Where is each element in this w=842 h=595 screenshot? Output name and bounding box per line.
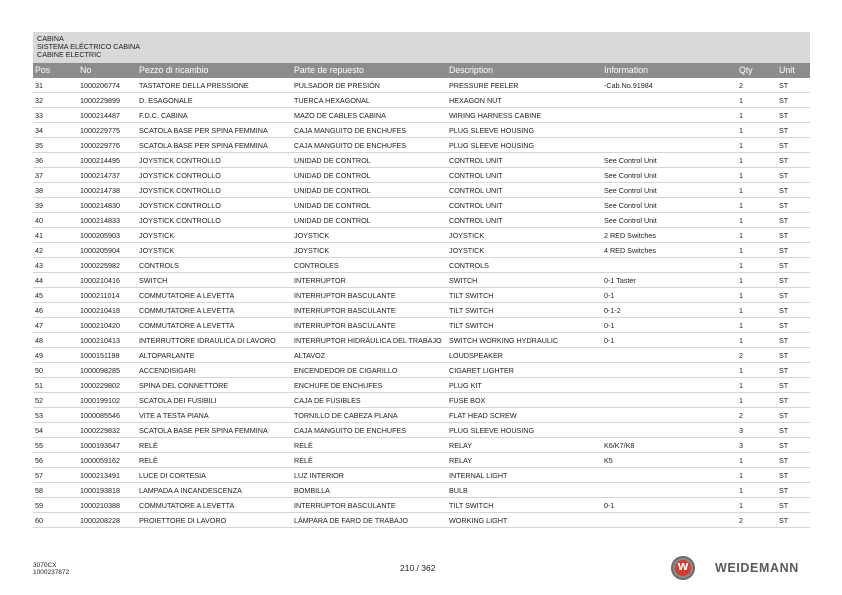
row-qty: 1 (739, 261, 743, 270)
table-row (33, 483, 810, 498)
row-unit: ST (779, 186, 789, 195)
row-pos: 32 (35, 96, 43, 105)
row-qty: 1 (739, 246, 743, 255)
row-name-es: CAJA MANGUITO DE ENCHUFES (294, 426, 407, 435)
table-row (33, 468, 810, 483)
row-name-es: JOYSTICK (294, 231, 330, 240)
row-name-it: JOYSTICK CONTROLLO (139, 171, 221, 180)
row-qty: 1 (739, 231, 743, 240)
row-name-es: UNIDAD DE CONTROL (294, 216, 371, 225)
row-qty: 1 (739, 486, 743, 495)
row-description: PRESSURE FEELER (449, 81, 519, 90)
table-row (33, 453, 810, 468)
section-header (33, 32, 810, 63)
row-description: CONTROL UNIT (449, 201, 503, 210)
row-description: PLUG SLEEVE HOUSING (449, 426, 535, 435)
row-name-it: TASTATORE DELLA PRESSIONE (139, 81, 249, 90)
row-pos: 41 (35, 231, 43, 240)
row-pos: 43 (35, 261, 43, 270)
row-name-it: JOYSTICK CONTROLLO (139, 201, 221, 210)
row-name-es: INTERRUPTOR HIDRÁULICA DEL TRABAJO (294, 336, 442, 345)
row-name-it: PROIETTORE DI LAVORO (139, 516, 227, 525)
row-name-it: ALTOPARLANTE (139, 351, 195, 360)
row-qty: 1 (739, 186, 743, 195)
row-qty: 1 (739, 141, 743, 150)
row-description: BULB (449, 486, 468, 495)
col-pos: Pos (35, 65, 51, 75)
table-row (33, 348, 810, 363)
row-name-it: JOYSTICK (139, 231, 175, 240)
row-unit: ST (779, 351, 789, 360)
table-row (33, 423, 810, 438)
row-pos: 48 (35, 336, 43, 345)
row-name-es: RELÉ (294, 441, 313, 450)
row-name-it: SWITCH (139, 276, 168, 285)
row-pos: 35 (35, 141, 43, 150)
row-unit: ST (779, 156, 789, 165)
table-row (33, 393, 810, 408)
row-unit: ST (779, 111, 789, 120)
row-description: HEXAGON NUT (449, 96, 502, 105)
row-pos: 44 (35, 276, 43, 285)
table-row (33, 408, 810, 423)
row-qty: 1 (739, 156, 743, 165)
row-information: 0-1 (604, 336, 615, 345)
model-number: 3070CX (33, 562, 57, 569)
row-unit: ST (779, 216, 789, 225)
row-part-number: 1000199102 (80, 396, 120, 405)
row-description: RELAY (449, 441, 473, 450)
row-description: CONTROLS (449, 261, 489, 270)
row-pos: 39 (35, 201, 43, 210)
row-unit: ST (779, 276, 789, 285)
row-description: CONTROL UNIT (449, 171, 503, 180)
row-description: WIRING HARNESS CABINE (449, 111, 542, 120)
row-part-number: 1000214487 (80, 111, 120, 120)
row-name-it: COMMUTATORE A LEVETTA (139, 321, 235, 330)
table-row (33, 78, 810, 93)
row-description: TILT SWITCH (449, 501, 494, 510)
row-unit: ST (779, 366, 789, 375)
row-pos: 56 (35, 456, 43, 465)
row-description: TILT SWITCH (449, 321, 494, 330)
row-name-it: LUCE DI CORTESIA (139, 471, 206, 480)
table-row (33, 198, 810, 213)
table-row (33, 168, 810, 183)
row-qty: 1 (739, 381, 743, 390)
col-qty: Qty (739, 65, 753, 75)
row-name-es: INTERRUPTOR BASCULANTE (294, 306, 396, 315)
row-pos: 60 (35, 516, 43, 525)
row-part-number: 1000214737 (80, 171, 120, 180)
row-name-es: INTERRUPTOR BASCULANTE (294, 321, 396, 330)
row-part-number: 1000229899 (80, 96, 120, 105)
row-unit: ST (779, 336, 789, 345)
row-qty: 1 (739, 321, 743, 330)
row-qty: 3 (739, 426, 743, 435)
row-name-es: UNIDAD DE CONTROL (294, 201, 371, 210)
row-part-number: 1000210420 (80, 321, 120, 330)
row-qty: 1 (739, 366, 743, 375)
row-name-es: INTERRUPTOR BASCULANTE (294, 291, 396, 300)
row-pos: 57 (35, 471, 43, 480)
table-row (33, 378, 810, 393)
row-name-it: LAMPADA A INCANDESCENZA (139, 486, 242, 495)
row-name-es: TUERCA HEXAGONAL (294, 96, 370, 105)
row-part-number: 1000214495 (80, 156, 120, 165)
row-name-es: LÁMPARA DE FARO DE TRABAJO (294, 516, 408, 525)
row-description: LOUDSPEAKER (449, 351, 503, 360)
row-part-number: 1000229832 (80, 426, 120, 435)
row-name-it: CONTROLS (139, 261, 179, 270)
row-qty: 1 (739, 111, 743, 120)
row-name-es: CAJA MANGUITO DE ENCHUFES (294, 126, 407, 135)
row-qty: 1 (739, 501, 743, 510)
table-row (33, 288, 810, 303)
row-unit: ST (779, 381, 789, 390)
row-description: CONTROL UNIT (449, 186, 503, 195)
row-pos: 45 (35, 291, 43, 300)
row-part-number: 1000214738 (80, 186, 120, 195)
logo-letter: W (675, 560, 691, 576)
row-name-it: JOYSTICK CONTROLLO (139, 216, 221, 225)
row-description: PLUG SLEEVE HOUSING (449, 126, 535, 135)
row-part-number: 1000225982 (80, 261, 120, 270)
row-part-number: 1000210418 (80, 306, 120, 315)
row-name-it: D. ESAGONALE (139, 96, 193, 105)
table-row (33, 213, 810, 228)
row-part-number: 1000208228 (80, 516, 120, 525)
row-name-it: JOYSTICK CONTROLLO (139, 156, 221, 165)
row-qty: 2 (739, 516, 743, 525)
row-name-it: VITE A TESTA PIANA (139, 411, 209, 420)
row-pos: 31 (35, 81, 43, 90)
row-part-number: 1000229775 (80, 126, 120, 135)
row-information: K6/K7/K8 (604, 441, 635, 450)
row-pos: 33 (35, 111, 43, 120)
row-name-it: SCATOLA DEI FUSIBILI (139, 396, 217, 405)
row-part-number: 1000214830 (80, 201, 120, 210)
row-unit: ST (779, 231, 789, 240)
row-unit: ST (779, 171, 789, 180)
row-description: JOYSTICK (449, 231, 485, 240)
row-unit: ST (779, 246, 789, 255)
row-name-es: PULSADOR DE PRESIÓN (294, 81, 380, 90)
row-description: SWITCH WORKING HYDRAULIC (449, 336, 559, 345)
row-unit: ST (779, 291, 789, 300)
document-number: 1000237872 (33, 569, 70, 576)
row-information: K5 (604, 456, 613, 465)
table-row (33, 258, 810, 273)
row-information: See Control Unit (604, 171, 657, 180)
row-information: See Control Unit (604, 186, 657, 195)
row-part-number: 1000210413 (80, 336, 120, 345)
row-unit: ST (779, 201, 789, 210)
row-pos: 34 (35, 126, 43, 135)
row-pos: 53 (35, 411, 43, 420)
row-part-number: 1000229776 (80, 141, 120, 150)
row-part-number: 1000210388 (80, 501, 120, 510)
row-unit: ST (779, 471, 789, 480)
row-unit: ST (779, 96, 789, 105)
row-pos: 51 (35, 381, 43, 390)
row-part-number: 1000210416 (80, 276, 120, 285)
row-part-number: 1000205904 (80, 246, 120, 255)
table-row (33, 228, 810, 243)
row-part-number: 1000193818 (80, 486, 120, 495)
row-qty: 2 (739, 411, 743, 420)
col-en: Description (449, 65, 494, 75)
row-unit: ST (779, 141, 789, 150)
row-description: PLUG SLEEVE HOUSING (449, 141, 535, 150)
row-part-number: 1000098285 (80, 366, 120, 375)
row-part-number: 1000059162 (80, 456, 120, 465)
row-name-es: UNIDAD DE CONTROL (294, 171, 371, 180)
row-pos: 52 (35, 396, 43, 405)
row-information: 0-1-2 (604, 306, 621, 315)
row-name-es: LUZ INTERIOR (294, 471, 344, 480)
section-title-en: CABINE ELECTRIC (37, 50, 102, 59)
row-name-es: ENCHUFE DE ENCHUFES (294, 381, 383, 390)
table-row (33, 363, 810, 378)
row-name-es: MAZO DE CABLES CABINA (294, 111, 386, 120)
row-information: 0-1 (604, 501, 615, 510)
row-name-it: RELÈ (139, 441, 158, 450)
row-information: 0-1 Taster (604, 276, 636, 285)
row-qty: 1 (739, 336, 743, 345)
row-pos: 59 (35, 501, 43, 510)
row-qty: 1 (739, 291, 743, 300)
row-name-it: SPINA DEL CONNETTORE (139, 381, 229, 390)
col-info: Information (604, 65, 649, 75)
table-row (33, 243, 810, 258)
row-name-es: CAJA MANGUITO DE ENCHUFES (294, 141, 407, 150)
row-unit: ST (779, 441, 789, 450)
table-body (33, 78, 810, 528)
row-name-es: INTERRUPTOR BASCULANTE (294, 501, 396, 510)
row-unit: ST (779, 516, 789, 525)
table-row (33, 153, 810, 168)
row-part-number: 1000205903 (80, 231, 120, 240)
row-part-number: 1000229802 (80, 381, 120, 390)
row-name-it: ACCENDISIGARI (139, 366, 196, 375)
table-row (33, 93, 810, 108)
row-part-number: 1000085546 (80, 411, 120, 420)
row-pos: 46 (35, 306, 43, 315)
row-qty: 3 (739, 441, 743, 450)
row-name-it: F.D.C. CABINA (139, 111, 188, 120)
row-pos: 37 (35, 171, 43, 180)
row-pos: 58 (35, 486, 43, 495)
table-row (33, 303, 810, 318)
row-information: See Control Unit (604, 156, 657, 165)
row-description: CIGARET LIGHTER (449, 366, 514, 375)
row-unit: ST (779, 126, 789, 135)
col-no: No (80, 65, 92, 75)
row-qty: 1 (739, 216, 743, 225)
row-pos: 50 (35, 366, 43, 375)
weidemann-logo-icon (671, 556, 695, 580)
col-it: Pezzo di ricambio (139, 65, 209, 75)
row-pos: 47 (35, 321, 43, 330)
row-description: CONTROL UNIT (449, 216, 503, 225)
row-qty: 1 (739, 201, 743, 210)
row-part-number: 1000151198 (80, 351, 120, 360)
row-name-it: SCATOLA BASE PER SPINA FEMMINA (139, 141, 268, 150)
table-header (33, 63, 810, 78)
row-part-number: 1000214833 (80, 216, 120, 225)
row-name-it: COMMUTATORE A LEVETTA (139, 501, 235, 510)
table-row (33, 513, 810, 528)
row-description: INTERNAL LIGHT (449, 471, 508, 480)
row-name-it: JOYSTICK (139, 246, 175, 255)
row-description: RELAY (449, 456, 473, 465)
row-qty: 1 (739, 96, 743, 105)
row-description: CONTROL UNIT (449, 156, 503, 165)
row-information: 0-1 (604, 291, 615, 300)
row-name-es: JOYSTICK (294, 246, 330, 255)
row-pos: 55 (35, 441, 43, 450)
row-description: WORKING LIGHT (449, 516, 508, 525)
row-qty: 1 (739, 171, 743, 180)
row-description: PLUG KIT (449, 381, 482, 390)
row-name-it: COMMUTATORE A LEVETTA (139, 306, 235, 315)
row-name-es: RELÉ (294, 456, 313, 465)
table-row (33, 498, 810, 513)
row-name-it: RELÈ (139, 456, 158, 465)
row-qty: 1 (739, 126, 743, 135)
row-name-it: SCATOLA BASE PER SPINA FEMMINA (139, 426, 268, 435)
row-part-number: 1000213491 (80, 471, 120, 480)
row-part-number: 1000211014 (80, 291, 120, 300)
row-unit: ST (779, 456, 789, 465)
row-description: FLAT HEAD SCREW (449, 411, 517, 420)
row-name-it: INTERRUTTORE IDRAULICA DI LAVORO (139, 336, 276, 345)
row-unit: ST (779, 426, 789, 435)
row-name-it: JOYSTICK CONTROLLO (139, 186, 221, 195)
row-name-es: CONTROLES (294, 261, 339, 270)
row-name-es: CAJA DE FUSIBLES (294, 396, 361, 405)
brand-name: WEIDEMANN (715, 561, 799, 575)
col-es: Parte de repuesto (294, 65, 364, 75)
table-row (33, 273, 810, 288)
row-description: FUSE BOX (449, 396, 486, 405)
row-information: 0-1 (604, 321, 615, 330)
table-row (33, 333, 810, 348)
row-qty: 1 (739, 306, 743, 315)
row-description: TILT SWITCH (449, 306, 494, 315)
table-row (33, 123, 810, 138)
row-pos: 40 (35, 216, 43, 225)
parts-table (33, 63, 810, 528)
row-unit: ST (779, 321, 789, 330)
row-name-es: INTERRUPTOR (294, 276, 346, 285)
table-row (33, 108, 810, 123)
row-name-es: ENCENDEDOR DE CIGARILLO (294, 366, 398, 375)
row-pos: 42 (35, 246, 43, 255)
row-unit: ST (779, 501, 789, 510)
row-name-it: SCATOLA BASE PER SPINA FEMMINA (139, 126, 268, 135)
page-number: 210 / 362 (400, 563, 436, 573)
section-title-it: CABINA (37, 34, 64, 43)
row-unit: ST (779, 306, 789, 315)
row-information: See Control Unit (604, 201, 657, 210)
row-unit: ST (779, 261, 789, 270)
section-title-es: SISTEMA ELÉCTRICO CABINA (37, 42, 141, 51)
row-name-es: UNIDAD DE CONTROL (294, 186, 371, 195)
row-information: 4 RED Switches (604, 246, 656, 255)
row-name-es: ALTAVOZ (294, 351, 326, 360)
row-qty: 2 (739, 351, 743, 360)
row-name-es: TORNILLO DE CABEZA PLANA (294, 411, 398, 420)
footer-doc-info (33, 562, 69, 576)
row-unit: ST (779, 486, 789, 495)
row-unit: ST (779, 81, 789, 90)
row-information: 2 RED Switches (604, 231, 656, 240)
row-qty: 2 (739, 81, 743, 90)
brand-logo (671, 556, 811, 582)
row-qty: 1 (739, 456, 743, 465)
row-information: -Cab.No.91984 (604, 81, 653, 90)
row-pos: 54 (35, 426, 43, 435)
row-pos: 38 (35, 186, 43, 195)
row-pos: 49 (35, 351, 43, 360)
row-name-es: UNIDAD DE CONTROL (294, 156, 371, 165)
row-name-it: COMMUTATORE A LEVETTA (139, 291, 235, 300)
row-unit: ST (779, 396, 789, 405)
col-unit: Unit (779, 65, 795, 75)
row-qty: 1 (739, 396, 743, 405)
row-pos: 36 (35, 156, 43, 165)
row-name-es: BOMBILLA (294, 486, 330, 495)
table-row (33, 183, 810, 198)
row-description: JOYSTICK (449, 246, 485, 255)
row-part-number: 1000206774 (80, 81, 120, 90)
row-part-number: 1000193647 (80, 441, 120, 450)
row-information: See Control Unit (604, 216, 657, 225)
row-unit: ST (779, 411, 789, 420)
table-row (33, 138, 810, 153)
row-description: TILT SWITCH (449, 291, 494, 300)
table-row (33, 318, 810, 333)
row-qty: 1 (739, 276, 743, 285)
row-description: SWITCH (449, 276, 478, 285)
table-row (33, 438, 810, 453)
row-qty: 1 (739, 471, 743, 480)
